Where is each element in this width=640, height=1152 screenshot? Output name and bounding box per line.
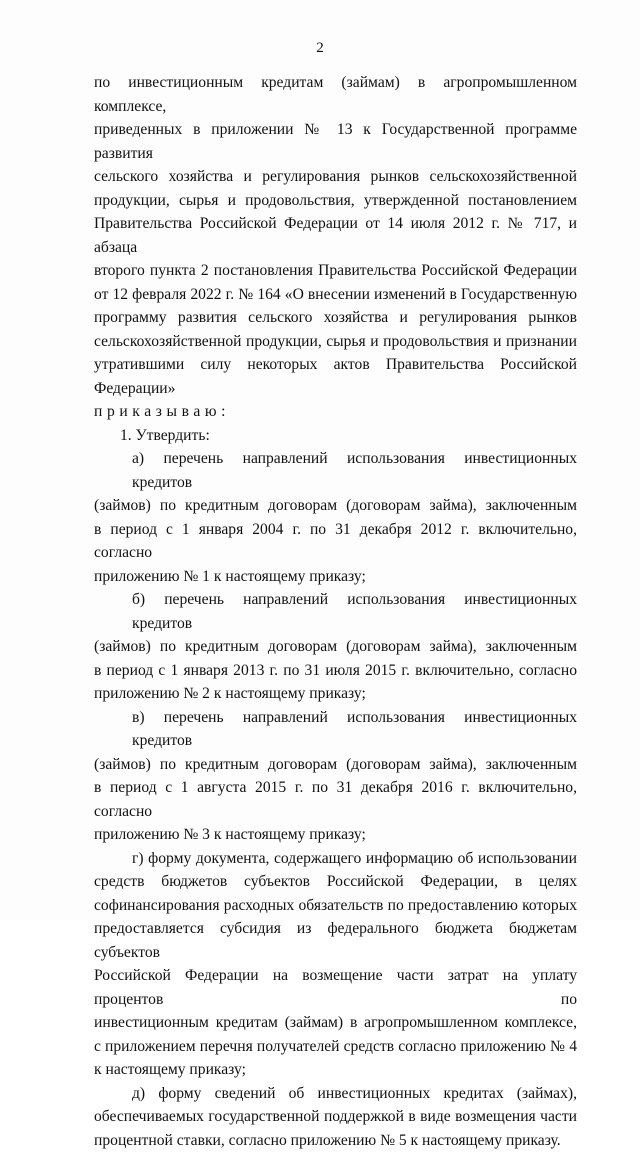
text-line: в) перечень направлений использования инвестиционных кредитов xyxy=(94,706,577,753)
text-line: утратившими силу некоторых актов Правительства Российской Федерации» xyxy=(94,353,577,400)
text-line: приведенных в приложении № 13 к Государственной программе развития xyxy=(94,118,577,165)
page-number: 2 xyxy=(0,40,640,57)
text-line: приложению № 1 к настоящему приказу; xyxy=(94,565,577,589)
text-line: в период с 1 января 2013 г. по 31 июля 2015 г. включительно, согласно xyxy=(94,659,577,683)
text-line: софинансирования расходных обязательств по предоставлению которых xyxy=(94,894,577,918)
text-line: (займов) по кредитным договорам (договорам займа), заключенным xyxy=(94,635,577,659)
text-line: сельского хозяйства и регулирования рынков сельскохозяйственной xyxy=(94,165,577,189)
text-line: сельскохозяйственной продукции, сырья и продовольствия и признании xyxy=(94,330,577,354)
text-line: от 12 февраля 2022 г. № 164 «О внесении изменений в Государственную xyxy=(94,283,577,307)
text-line: приложению № 2 к настоящему приказу; xyxy=(94,682,577,706)
item-heading: 1. Утвердить: xyxy=(94,424,577,448)
text-line: Правительства Российской Федерации от 14 июля 2012 г. № 717, и абзаца xyxy=(94,212,577,259)
text-line: Российской Федерации на возмещение части затрат на уплату процентов по xyxy=(94,964,577,1011)
text-line: второго пункта 2 постановления Правительства Российской Федерации xyxy=(94,259,577,283)
text-line: к настоящему приказу; xyxy=(94,1058,577,1082)
text-line: б) перечень направлений использования инвестиционных кредитов xyxy=(94,588,577,635)
text-line: (займов) по кредитным договорам (договорам займа), заключенным xyxy=(94,753,577,777)
text-line: в период с 1 августа 2015 г. по 31 декабря 2016 г. включительно, согласно xyxy=(94,776,577,823)
text-line: обеспечиваемых государственной поддержкой в виде возмещения части xyxy=(94,1105,577,1129)
text-line: в период с 1 января 2004 г. по 31 декабря 2012 г. включительно, согласно xyxy=(94,518,577,565)
order-word: приказываю: xyxy=(94,400,577,424)
order-text-body xyxy=(94,71,577,1152)
text-line: процентной ставки, согласно приложению № 5 к настоящему приказу. xyxy=(94,1129,577,1152)
text-line: г) форму документа, содержащего информацию об использовании xyxy=(94,847,577,871)
text-line: д) форму сведений об инвестиционных кредитах (займах), xyxy=(94,1082,577,1106)
text-line: с приложением перечня получателей средств согласно приложению № 4 xyxy=(94,1035,577,1059)
text-line: (займов) по кредитным договорам (договорам займа), заключенным xyxy=(94,494,577,518)
text-line: а) перечень направлений использования инвестиционных кредитов xyxy=(94,447,577,494)
text-line: программу развития сельского хозяйства и регулирования рынков xyxy=(94,306,577,330)
text-line: средств бюджетов субъектов Российской Федерации, в целях xyxy=(94,870,577,894)
text-line: приложению № 3 к настоящему приказу; xyxy=(94,823,577,847)
text-line: по инвестиционным кредитам (займам) в агропромышленном комплексе, xyxy=(94,71,577,118)
text-line: предоставляется субсидия из федерального бюджета бюджетам субъектов xyxy=(94,917,577,964)
text-line: продукции, сырья и продовольствия, утвержденной постановлением xyxy=(94,189,577,213)
text-line: инвестиционным кредитам (займам) в агропромышленном комплексе, xyxy=(94,1011,577,1035)
